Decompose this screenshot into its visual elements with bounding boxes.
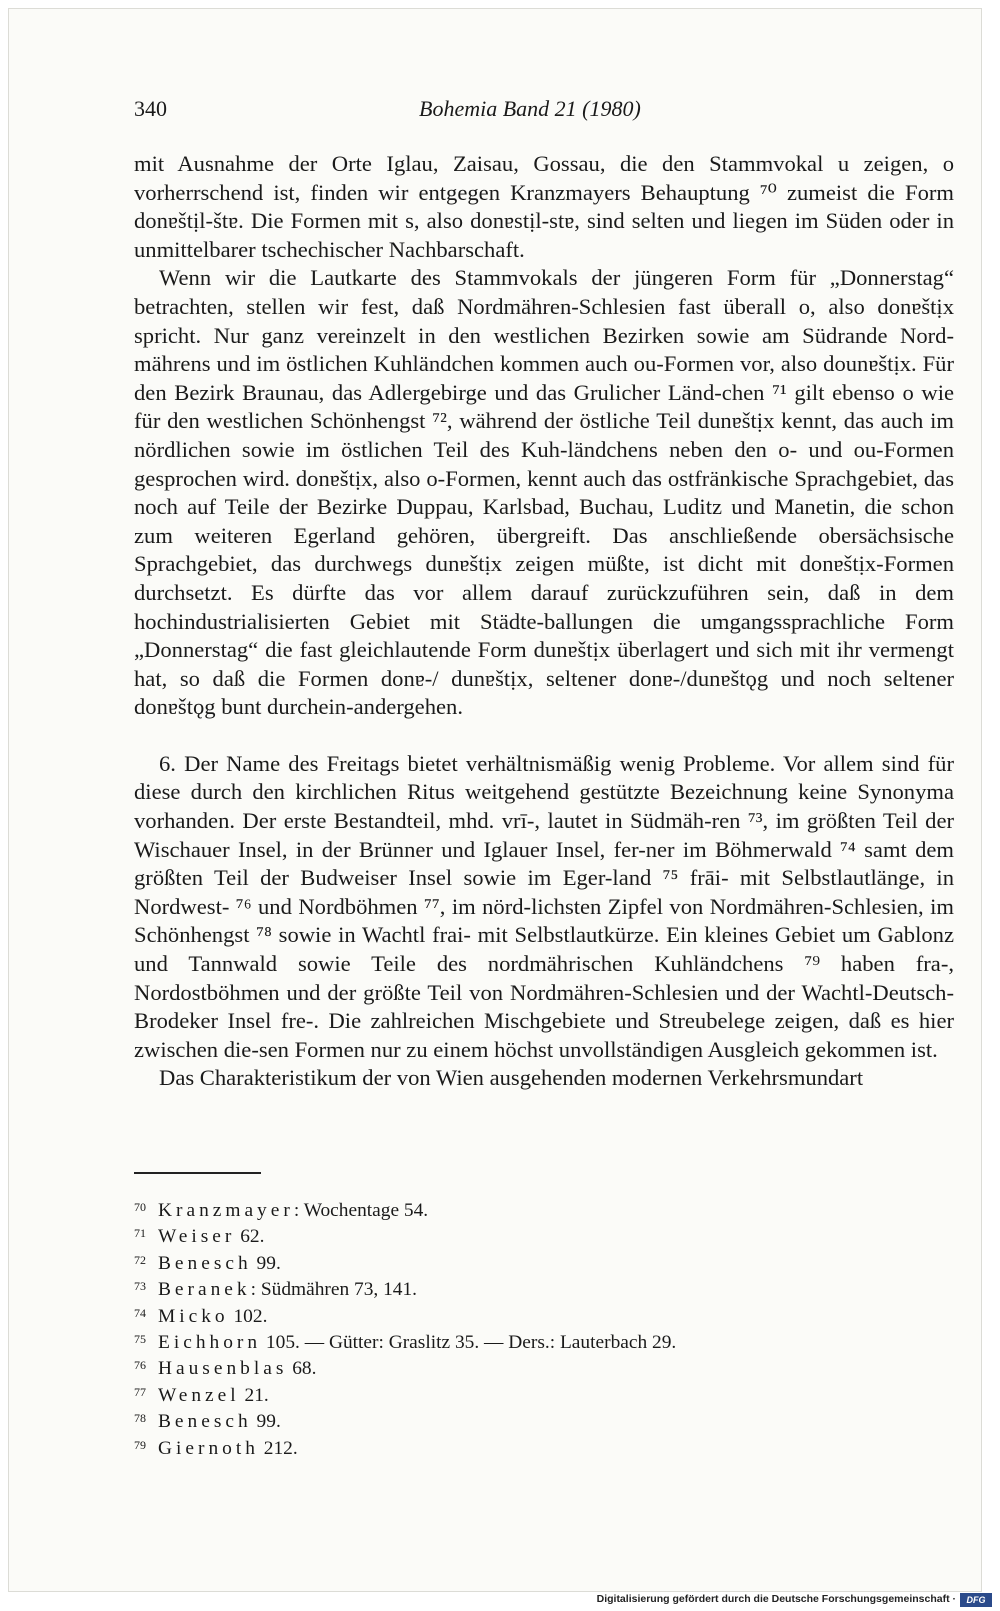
- page-number: 340: [134, 96, 167, 121]
- footnote-author: Beranek: [158, 1279, 251, 1301]
- body-text: [134, 150, 954, 1093]
- footnote-text: 21.: [239, 1384, 269, 1406]
- footnote-number: 74: [134, 1305, 146, 1320]
- paragraph-2: Wenn wir die Lautkarte des Stammvokals der jüngeren Form für „Donnerstag“ betrachten, stellen wir fest, daß Nordmähren-Schlesien fast überall o, also donɐštịx spricht. Nur ganz vereinzelt in den westlichen Bezirken sowie am Südrande Nord-mährens und im östlichen Kuhländchen kommen auch ou-Formen vor, also dounɐštịx. Für den Bezirk Braunau, das Adlergebirge und das Grulicher Länd-chen ⁷¹ gilt ebenso o wie für den westlichen Schönhengst ⁷², während der östliche Teil dunɐštịx kennt, das auch im nördlichen sowie im östlichen Teil des Kuh-ländchens neben den o- und ou-Formen gesprochen wird. donɐštịx, also o-Formen, kennt auch das ostfränkische Sprachgebiet, das noch auf Teile der Bezirke Duppau, Karlsbad, Buchau, Luditz und Manetin, die schon zum weiteren Egerland gehören, übergreift. Das anschließende obersächsische Sprachgebiet, das durchwegs dunɐštịx zeigen müßte, ist dicht mit donɐštịx-Formen durchsetzt. Es dürfte das vor allem darauf zurückzuführen sein, daß in dem hochindustrialisierten Gebiet mit Städte-ballungen die umgangssprachliche Form „Donnerstag“ die fast gleichlautende Form dunɐštịx überlagert und sich mit ihr vermengt hat, so daß die Formen donɐ-/ dunɐštịx, seltener donɐ-/dunɐštǫg und noch seltener donɐštǫg bunt durchein-andergehen.: [134, 265, 954, 720]
- footnote: [134, 1196, 954, 1222]
- running-title: Bohemia Band 21 (1980): [419, 96, 641, 121]
- footnote: [134, 1249, 954, 1275]
- footnote-author: Giernoth: [158, 1437, 259, 1459]
- footnote-divider: [134, 1172, 261, 1174]
- footnote: [134, 1354, 954, 1380]
- footnote-text: 212.: [258, 1437, 298, 1459]
- footnote-text: : Wochentage 54.: [293, 1200, 429, 1221]
- footnote-text: 68.: [287, 1358, 317, 1380]
- footnote: [134, 1434, 954, 1460]
- footnote-text: 102.: [228, 1305, 268, 1327]
- footnote: [134, 1381, 954, 1407]
- footnote-number: 72: [134, 1252, 146, 1267]
- footnote-number: 78: [134, 1411, 146, 1426]
- footnote-number: 70: [134, 1200, 146, 1214]
- footnote: [134, 1275, 954, 1301]
- footnote-number: 75: [134, 1332, 146, 1347]
- paragraph-1: mit Ausnahme der Orte Iglau, Zaisau, Gossau, die den Stammvokal u zeigen, o vorherrschend ist, finden wir entgegen Kranzmayers Behauptung ⁷⁰ zumeist die Form donɐštịl-štɐ. Die Formen mit s, also donɐstịl-stɐ, sind selten und liegen im Süden oder in unmittelbarer tschechischer Nachbarschaft.: [134, 151, 954, 262]
- footnote-author: Wenzel: [158, 1384, 240, 1406]
- footnote-number: 73: [134, 1279, 146, 1294]
- footnote-text: 105. — Gütter: Graslitz 35. — Ders.: Lauterbach 29.: [261, 1332, 677, 1354]
- footnote-number: 71: [134, 1226, 146, 1241]
- footnote-author: Kranzmayer: [158, 1200, 294, 1221]
- footnote-author: Benesch: [158, 1252, 252, 1274]
- paragraph-3: 6. Der Name des Freitags bietet verhältnismäßig wenig Probleme. Vor allem sind für diese durch den kirchlichen Ritus weitgehend gestützte Bezeichnung keine Synonyma vorhanden. Der erste Bestandteil, mhd. vrī-, lautet in Südmäh-ren ⁷³, im größten Teil der Wischauer Insel, in der Brünner und Iglauer Insel, fer-ner im Böhmerwald ⁷⁴ samt dem größten Teil der Budweiser Insel sowie im Eger-land ⁷⁵ frāi- mit Selbstlautlänge, in Nordwest- ⁷⁶ und Nordböhmen ⁷⁷, im nörd-lichsten Zipfel von Nordmähren-Schlesien, im Schönhengst ⁷⁸ sowie in Wachtl frai- mit Selbstlautkürze. Ein kleines Gebiet um Gablonz und Tannwald sowie Teile des nordmährischen Kuhländchens ⁷⁹ haben fra-, Nordostböhmen und der größte Teil von Nordmähren-Schlesien und der Wachtl-Deutsch-Brodeker Insel fre-. Die zahlreichen Mischgebiete und Streubelege zeigen, daß es hier zwischen die-sen Formen nur zu einem höchst unvollständigen Ausgleich gekommen ist.: [134, 750, 954, 1062]
- paragraph-4: Das Charakteristikum der von Wien ausgehenden modernen Verkehrsmundart: [159, 1065, 864, 1091]
- footnote: [134, 1222, 954, 1248]
- footnote-text: : Südmähren 73, 141.: [250, 1279, 418, 1301]
- footnote-number: 79: [134, 1437, 146, 1452]
- footnote-author: Micko: [158, 1305, 229, 1327]
- footnote: [134, 1302, 954, 1328]
- footnotes: [134, 1196, 954, 1460]
- digitization-credit: Digitalisierung gefördert durch die Deutsche Forschungsgemeinschaft ·: [596, 1593, 956, 1605]
- footnote-author: Eichhorn: [158, 1332, 262, 1354]
- footnote: [134, 1407, 954, 1433]
- footnote-number: 77: [134, 1384, 146, 1399]
- footnote-number: 76: [134, 1358, 146, 1373]
- page-header: [134, 96, 954, 126]
- footnote-text: 62.: [235, 1226, 265, 1248]
- footnote: [134, 1328, 954, 1354]
- footnote-author: Hausenblas: [158, 1358, 288, 1380]
- dfg-logo: DFG: [960, 1593, 992, 1607]
- footnote-text: 99.: [251, 1411, 281, 1433]
- footnote-text: 99.: [251, 1252, 281, 1274]
- footnote-author: Benesch: [158, 1411, 252, 1433]
- footnote-author: Weiser: [158, 1226, 236, 1248]
